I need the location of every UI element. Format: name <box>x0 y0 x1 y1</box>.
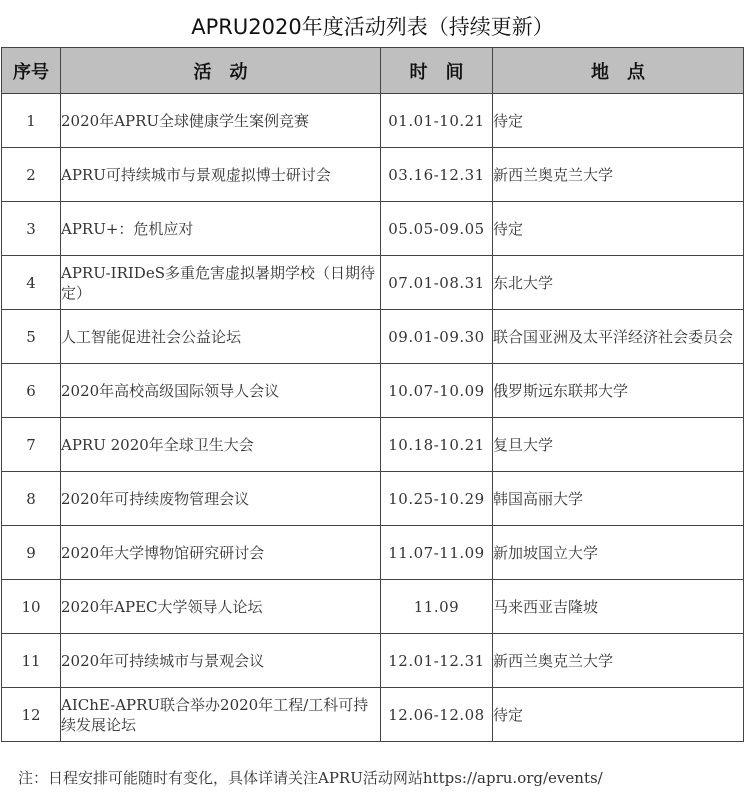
row-location: 东北大学 <box>493 256 744 310</box>
row-time: 10.25-10.29 <box>381 472 493 526</box>
row-index: 2 <box>2 148 61 202</box>
table-row <box>2 526 744 580</box>
table-row <box>2 472 744 526</box>
header-location: 地 点 <box>493 48 744 94</box>
row-index: 9 <box>2 526 61 580</box>
row-location: 韩国高丽大学 <box>493 472 744 526</box>
row-activity: APRU-IRIDeS多重危害虚拟暑期学校（日期待定） <box>61 256 381 310</box>
row-time: 01.01-10.21 <box>381 94 493 148</box>
row-location: 新加坡国立大学 <box>493 526 744 580</box>
row-index: 5 <box>2 310 61 364</box>
row-activity: APRU+：危机应对 <box>61 202 381 256</box>
row-index: 1 <box>2 94 61 148</box>
table-row <box>2 580 744 634</box>
row-location: 复旦大学 <box>493 418 744 472</box>
table-row <box>2 418 744 472</box>
row-activity: 2020年高校高级国际领导人会议 <box>61 364 381 418</box>
row-time: 05.05-09.05 <box>381 202 493 256</box>
row-time: 10.07-10.09 <box>381 364 493 418</box>
row-activity: 2020年APEC大学领导人论坛 <box>61 580 381 634</box>
row-time: 11.09 <box>381 580 493 634</box>
row-activity: APRU 2020年全球卫生大会 <box>61 418 381 472</box>
row-activity: 2020年大学博物馆研究研讨会 <box>61 526 381 580</box>
row-index: 3 <box>2 202 61 256</box>
row-activity: AIChE-APRU联合举办2020年工程/工科可持续发展论坛 <box>61 688 381 742</box>
table-row <box>2 310 744 364</box>
table-row <box>2 634 744 688</box>
row-location: 新西兰奥克兰大学 <box>493 148 744 202</box>
row-index: 6 <box>2 364 61 418</box>
row-activity: 2020年可持续城市与景观会议 <box>61 634 381 688</box>
page-title: APRU2020年度活动列表（持续更新） <box>191 15 554 39</box>
table-row <box>2 94 744 148</box>
row-location: 待定 <box>493 94 744 148</box>
row-location: 俄罗斯远东联邦大学 <box>493 364 744 418</box>
row-location: 待定 <box>493 688 744 742</box>
footnote-text: 注：日程安排可能随时有变化，具体详请关注APRU活动网站 <box>18 769 423 787</box>
header-activity: 活 动 <box>61 48 381 94</box>
row-location: 新西兰奥克兰大学 <box>493 634 744 688</box>
table-row <box>2 148 744 202</box>
row-activity: APRU可持续城市与景观虚拟博士研讨会 <box>61 148 381 202</box>
row-time: 12.06-12.08 <box>381 688 493 742</box>
row-time: 12.01-12.31 <box>381 634 493 688</box>
row-activity: 人工智能促进社会公益论坛 <box>61 310 381 364</box>
footnote <box>18 760 738 800</box>
row-index: 12 <box>2 688 61 742</box>
row-time: 07.01-08.31 <box>381 256 493 310</box>
row-activity: 2020年可持续废物管理会议 <box>61 472 381 526</box>
row-location: 马来西亚吉隆坡 <box>493 580 744 634</box>
events-table <box>1 47 744 742</box>
table-row <box>2 256 744 310</box>
row-index: 10 <box>2 580 61 634</box>
row-time: 03.16-12.31 <box>381 148 493 202</box>
row-time: 10.18-10.21 <box>381 418 493 472</box>
row-index: 4 <box>2 256 61 310</box>
events-website-link[interactable]: https://apru.org/events/ <box>422 769 603 787</box>
table-row <box>2 364 744 418</box>
header-index: 序号 <box>2 48 61 94</box>
row-location: 待定 <box>493 202 744 256</box>
table-header-row <box>2 48 744 94</box>
row-time: 09.01-09.30 <box>381 310 493 364</box>
row-index: 11 <box>2 634 61 688</box>
table-row <box>2 202 744 256</box>
row-activity: 2020年APRU全球健康学生案例竞赛 <box>61 94 381 148</box>
table-row <box>2 688 744 742</box>
header-time: 时 间 <box>381 48 493 94</box>
row-index: 8 <box>2 472 61 526</box>
row-index: 7 <box>2 418 61 472</box>
row-time: 11.07-11.09 <box>381 526 493 580</box>
row-location: 联合国亚洲及太平洋经济社会委员会 <box>493 310 744 364</box>
